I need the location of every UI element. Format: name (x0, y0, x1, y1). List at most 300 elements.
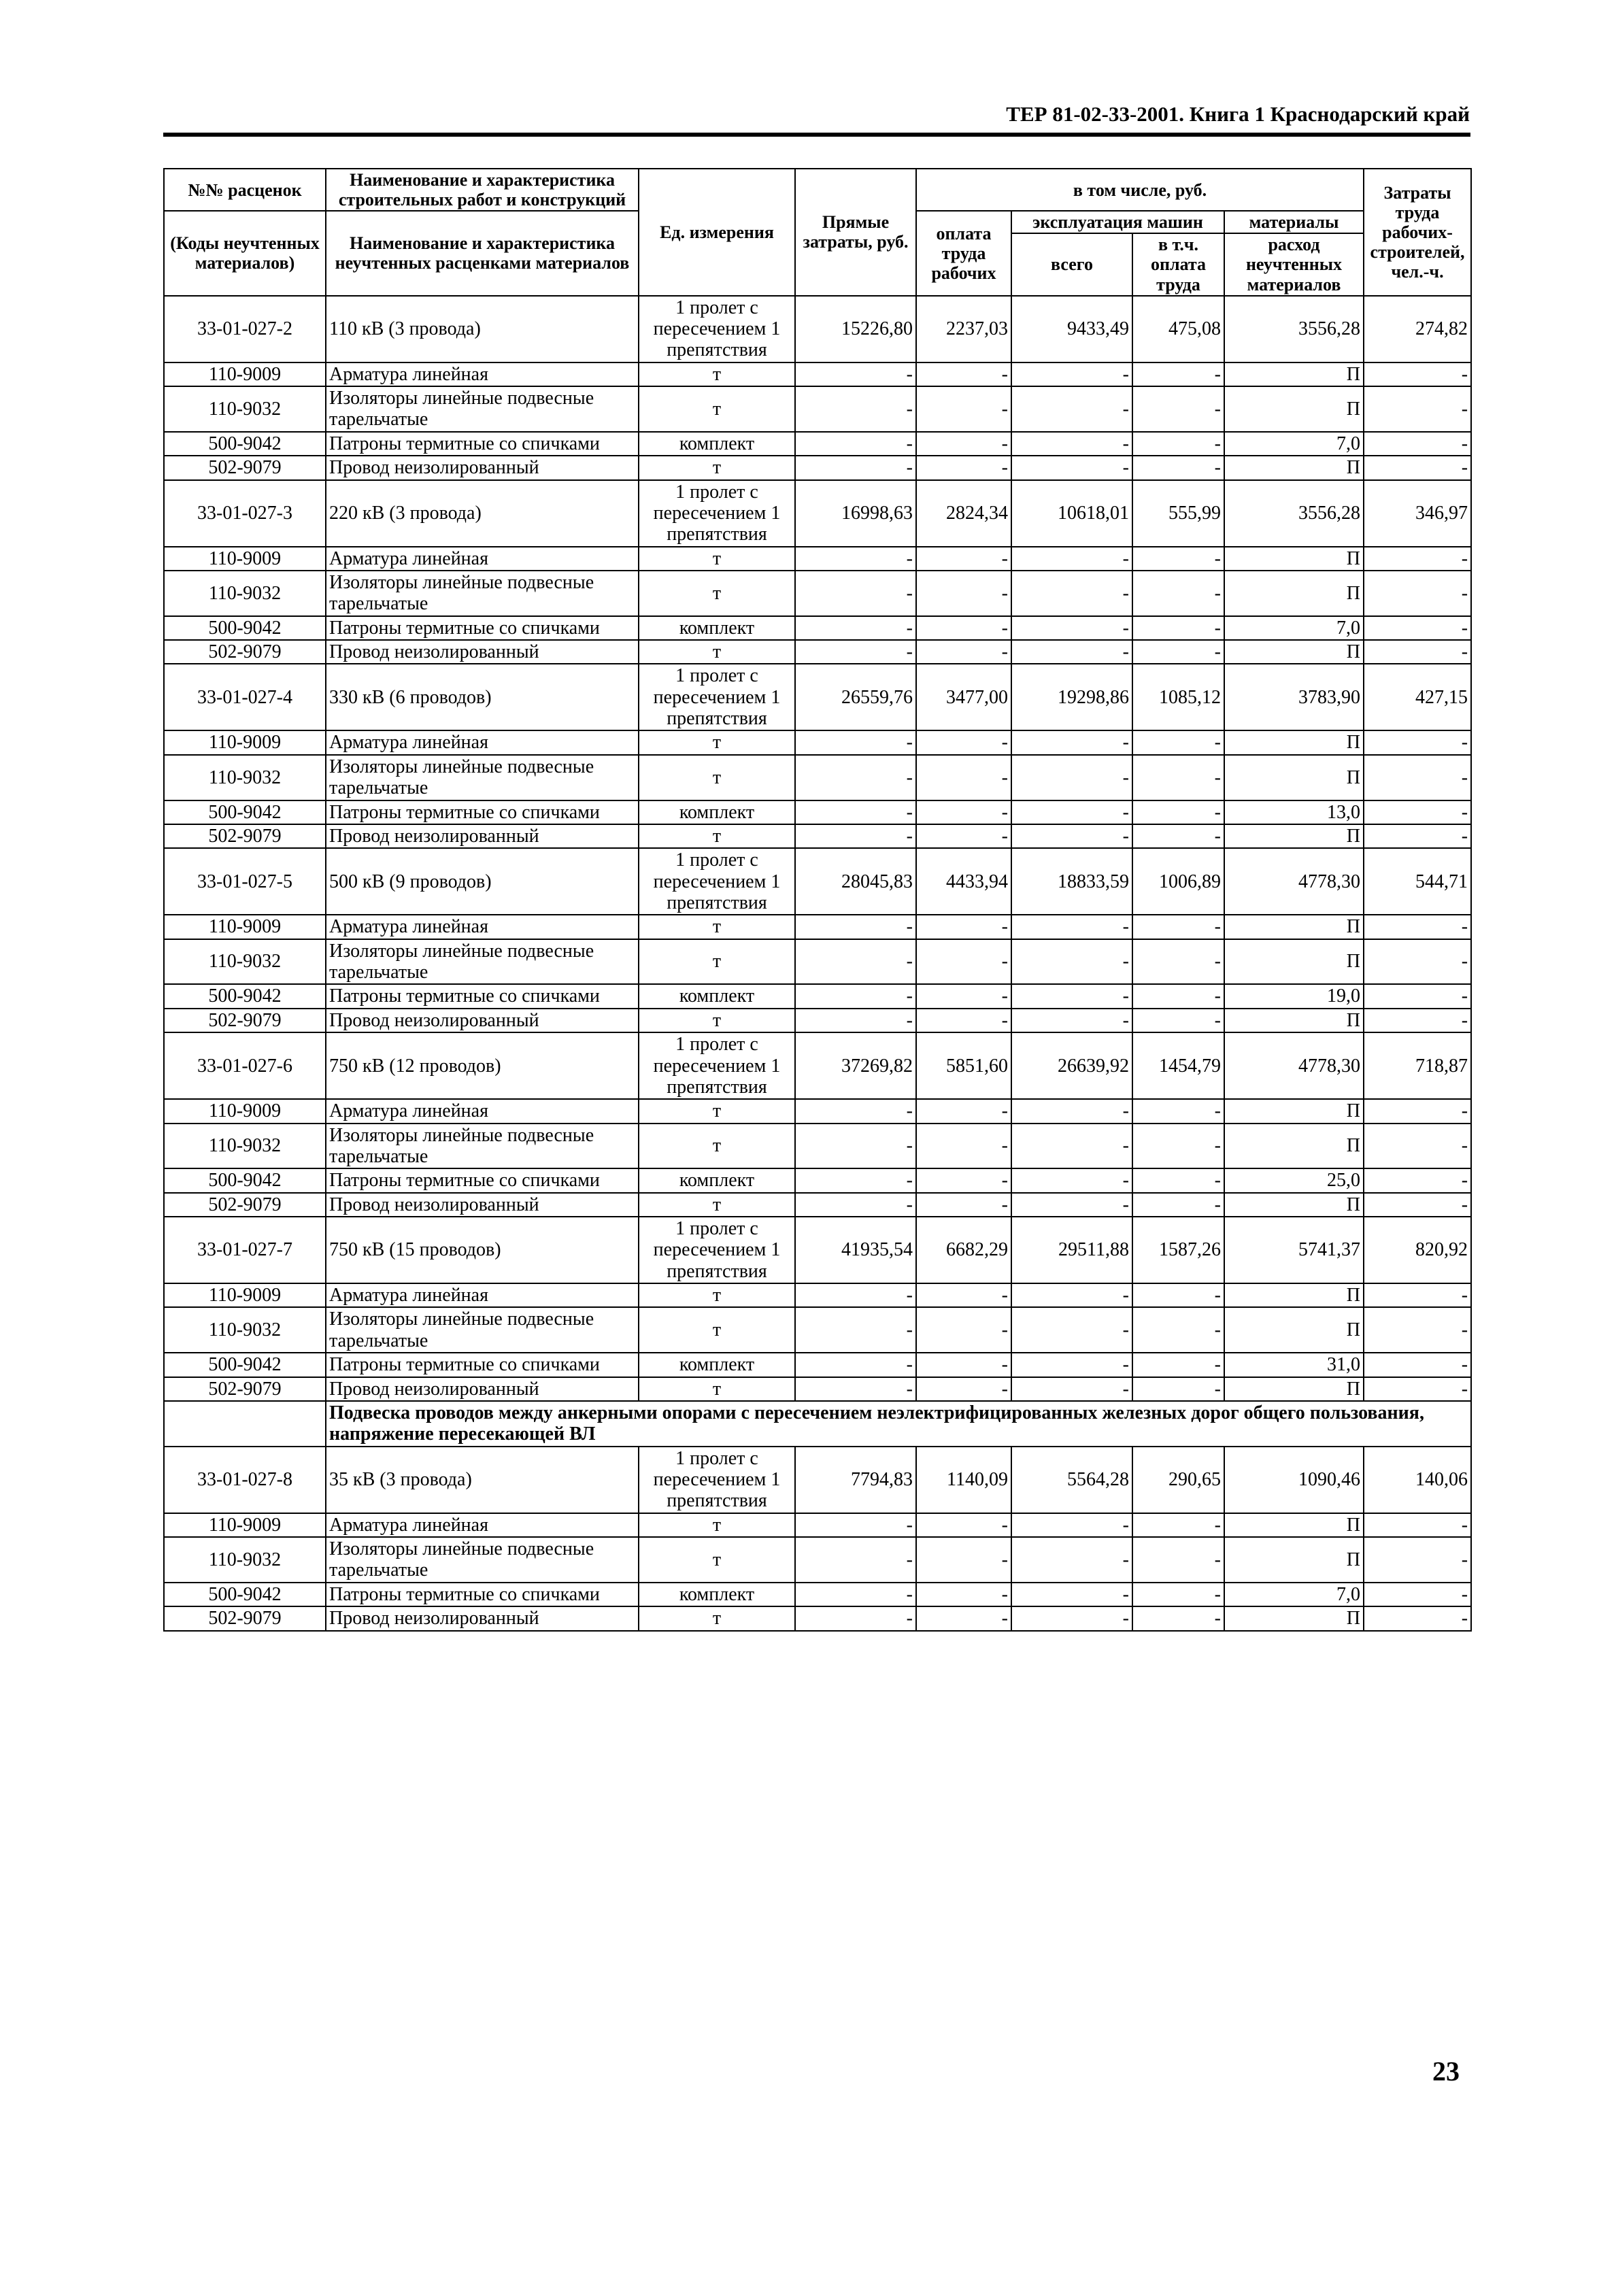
dash-cell: - (1132, 824, 1224, 848)
dash-cell: - (1011, 362, 1132, 386)
dash-cell: - (916, 1124, 1011, 1169)
material-name: Патроны термитные со спичками (326, 984, 639, 1008)
material-code: 110-9032 (164, 1307, 326, 1353)
dash-cell: - (1011, 1513, 1132, 1537)
dash-cell: - (1132, 1513, 1224, 1537)
material-consumption: П (1224, 1193, 1364, 1217)
rate-row (164, 1217, 1471, 1283)
rate-code: 33-01-027-4 (164, 664, 326, 730)
rate-name: 750 кВ (15 проводов) (326, 1217, 639, 1283)
rate-unit: 1 пролет с пересечением 1 препятствия (639, 1032, 795, 1099)
dash-cell: - (1132, 984, 1224, 1008)
material-consumption: П (1224, 1377, 1364, 1401)
material-code: 500-9042 (164, 1168, 326, 1192)
dash-cell: - (795, 984, 916, 1008)
rate-code: 33-01-027-5 (164, 848, 326, 915)
dash-cell: - (1011, 755, 1132, 800)
material-row (164, 1513, 1471, 1537)
material-code: 500-9042 (164, 432, 326, 456)
material-consumption: П (1224, 456, 1364, 479)
dash-cell: - (1011, 800, 1132, 824)
material-row (164, 1537, 1471, 1583)
material-consumption: П (1224, 1009, 1364, 1032)
dash-cell: - (916, 939, 1011, 985)
dash-cell: - (1011, 730, 1132, 754)
dash-cell: - (795, 755, 916, 800)
material-row (164, 616, 1471, 640)
dash-cell: - (1132, 1168, 1224, 1192)
material-unit: т (639, 640, 795, 664)
dash-cell: - (1364, 362, 1471, 386)
dash-cell: - (1364, 1009, 1471, 1032)
dash-cell: - (1132, 1124, 1224, 1169)
dash-cell: - (916, 1168, 1011, 1192)
rate-machine-labor: 1454,79 (1132, 1032, 1224, 1099)
dash-cell: - (1011, 571, 1132, 616)
material-consumption: П (1224, 1606, 1364, 1630)
rate-machine-total: 5564,28 (1011, 1447, 1132, 1513)
material-row (164, 1099, 1471, 1123)
material-name: Арматура линейная (326, 730, 639, 754)
material-code: 110-9009 (164, 1099, 326, 1123)
header-rule (163, 133, 1470, 137)
material-code: 502-9079 (164, 1606, 326, 1630)
material-name: Изоляторы линейные подвесные тарельчатые (326, 1307, 639, 1353)
material-name: Провод неизолированный (326, 1606, 639, 1630)
dash-cell: - (795, 939, 916, 985)
dash-cell: - (795, 1513, 916, 1537)
dash-cell: - (795, 547, 916, 571)
dash-cell: - (1132, 1583, 1224, 1606)
dash-cell: - (1364, 755, 1471, 800)
material-code: 110-9032 (164, 386, 326, 432)
dash-cell: - (916, 432, 1011, 456)
header-machine-labor: в т.ч. оплата труда (1132, 233, 1224, 295)
material-name: Провод неизолированный (326, 1009, 639, 1032)
rate-labor-hours: 274,82 (1364, 296, 1471, 362)
table-body (164, 296, 1471, 1401)
material-code: 110-9009 (164, 1513, 326, 1537)
rate-unit: 1 пролет с пересечением 1 препятствия (639, 296, 795, 362)
dash-cell: - (1132, 386, 1224, 432)
material-unit: т (639, 824, 795, 848)
dash-cell: - (1011, 1377, 1132, 1401)
dash-cell: - (916, 362, 1011, 386)
rate-unit: 1 пролет с пересечением 1 препятствия (639, 1217, 795, 1283)
dash-cell: - (1011, 824, 1132, 848)
material-name: Провод неизолированный (326, 1193, 639, 1217)
material-row (164, 1353, 1471, 1377)
dash-cell: - (795, 571, 916, 616)
header-code: №№ расценок (164, 169, 326, 211)
rate-machine-total: 29511,88 (1011, 1217, 1132, 1283)
dash-cell: - (916, 1583, 1011, 1606)
material-code: 110-9032 (164, 939, 326, 985)
material-unit: т (639, 1377, 795, 1401)
rate-row (164, 848, 1471, 915)
dash-cell: - (916, 571, 1011, 616)
dash-cell: - (1011, 1307, 1132, 1353)
material-name: Патроны термитные со спичками (326, 800, 639, 824)
dash-cell: - (1011, 1168, 1132, 1192)
rate-machine-total: 26639,92 (1011, 1032, 1132, 1099)
material-code: 110-9009 (164, 915, 326, 939)
rate-labor-pay: 1140,09 (916, 1447, 1011, 1513)
material-name: Арматура линейная (326, 1513, 639, 1537)
rate-machine-total: 18833,59 (1011, 848, 1132, 915)
material-row (164, 456, 1471, 479)
material-row (164, 1009, 1471, 1032)
dash-cell: - (1364, 984, 1471, 1008)
dash-cell: - (1364, 1283, 1471, 1307)
dash-cell: - (916, 547, 1011, 571)
material-name: Изоляторы линейные подвесные тарельчатые (326, 386, 639, 432)
dash-cell: - (1364, 824, 1471, 848)
material-unit: комплект (639, 800, 795, 824)
material-consumption: 7,0 (1224, 1583, 1364, 1606)
dash-cell: - (1364, 1377, 1471, 1401)
dash-cell: - (1132, 1307, 1224, 1353)
rate-labor-hours: 427,15 (1364, 664, 1471, 730)
dash-cell: - (1132, 915, 1224, 939)
dash-cell: - (1364, 1168, 1471, 1192)
rate-name: 500 кВ (9 проводов) (326, 848, 639, 915)
rate-machine-labor: 1085,12 (1132, 664, 1224, 730)
dash-cell: - (1132, 456, 1224, 479)
material-unit: т (639, 386, 795, 432)
material-name: Изоляторы линейные подвесные тарельчатые (326, 1124, 639, 1169)
rate-materials: 1090,46 (1224, 1447, 1364, 1513)
dash-cell: - (1364, 1583, 1471, 1606)
material-unit: т (639, 1537, 795, 1583)
material-row (164, 984, 1471, 1008)
rate-labor-hours: 718,87 (1364, 1032, 1471, 1099)
material-row (164, 1168, 1471, 1192)
section-row (164, 1401, 1471, 1447)
rate-materials: 3556,28 (1224, 296, 1364, 362)
material-row (164, 824, 1471, 848)
header-name-sub: Наименование и характеристика неучтенных расценками материалов (326, 211, 639, 295)
dash-cell: - (916, 984, 1011, 1008)
dash-cell: - (916, 1099, 1011, 1123)
material-consumption: П (1224, 730, 1364, 754)
dash-cell: - (1132, 547, 1224, 571)
dash-cell: - (1364, 616, 1471, 640)
material-consumption: 7,0 (1224, 616, 1364, 640)
rate-machine-labor: 290,65 (1132, 1447, 1224, 1513)
dash-cell: - (916, 1009, 1011, 1032)
material-consumption: 7,0 (1224, 432, 1364, 456)
rate-labor-pay: 2237,03 (916, 296, 1011, 362)
dash-cell: - (916, 824, 1011, 848)
header-labor: Затраты труда рабочих-строителей, чел.-ч. (1364, 169, 1471, 296)
rate-materials: 3783,90 (1224, 664, 1364, 730)
dash-cell: - (795, 640, 916, 664)
material-row (164, 640, 1471, 664)
dash-cell: - (916, 1307, 1011, 1353)
material-row (164, 755, 1471, 800)
dash-cell: - (1011, 456, 1132, 479)
material-code: 500-9042 (164, 984, 326, 1008)
material-unit: т (639, 1606, 795, 1630)
material-unit: т (639, 362, 795, 386)
dash-cell: - (1364, 571, 1471, 616)
dash-cell: - (1132, 362, 1224, 386)
dash-cell: - (1364, 456, 1471, 479)
dash-cell: - (1011, 1353, 1132, 1377)
dash-cell: - (1011, 1583, 1132, 1606)
material-code: 110-9009 (164, 547, 326, 571)
rate-materials: 5741,37 (1224, 1217, 1364, 1283)
material-code: 110-9032 (164, 1124, 326, 1169)
dash-cell: - (1011, 1193, 1132, 1217)
dash-cell: - (1132, 755, 1224, 800)
dash-cell: - (795, 386, 916, 432)
material-code: 110-9032 (164, 755, 326, 800)
dash-cell: - (1011, 432, 1132, 456)
dash-cell: - (795, 1353, 916, 1377)
dash-cell: - (1132, 1537, 1224, 1583)
material-name: Провод неизолированный (326, 824, 639, 848)
dash-cell: - (1364, 640, 1471, 664)
rate-materials: 4778,30 (1224, 848, 1364, 915)
material-consumption: П (1224, 362, 1364, 386)
dash-cell: - (795, 1537, 916, 1583)
material-name: Арматура линейная (326, 547, 639, 571)
header-name: Наименование и характеристика строительных работ и конструкций (326, 169, 639, 211)
dash-cell: - (916, 1283, 1011, 1307)
material-unit: т (639, 1513, 795, 1537)
material-unit: т (639, 915, 795, 939)
rate-row (164, 1032, 1471, 1099)
header-machine-total: всего (1011, 233, 1132, 295)
dash-cell: - (1364, 1124, 1471, 1169)
material-unit: т (639, 547, 795, 571)
material-unit: т (639, 1193, 795, 1217)
material-row (164, 1193, 1471, 1217)
material-row (164, 1283, 1471, 1307)
price-table (163, 168, 1472, 1632)
material-unit: т (639, 730, 795, 754)
rate-code: 33-01-027-2 (164, 296, 326, 362)
dash-cell: - (795, 800, 916, 824)
dash-cell: - (1364, 1307, 1471, 1353)
dash-cell: - (1011, 1606, 1132, 1630)
material-name: Изоляторы линейные подвесные тарельчатые (326, 571, 639, 616)
material-code: 500-9042 (164, 1353, 326, 1377)
rate-direct-cost: 28045,83 (795, 848, 916, 915)
dash-cell: - (795, 1583, 916, 1606)
dash-cell: - (1132, 1283, 1224, 1307)
header-labor-pay: оплата труда рабочих (916, 211, 1011, 295)
rate-unit: 1 пролет с пересечением 1 препятствия (639, 1447, 795, 1513)
material-row (164, 730, 1471, 754)
material-row (164, 1606, 1471, 1630)
dash-cell: - (795, 730, 916, 754)
material-name: Изоляторы линейные подвесные тарельчатые (326, 939, 639, 985)
rate-direct-cost: 16998,63 (795, 480, 916, 547)
rate-name: 35 кВ (3 провода) (326, 1447, 639, 1513)
material-name: Арматура линейная (326, 915, 639, 939)
material-row (164, 432, 1471, 456)
rate-code: 33-01-027-8 (164, 1447, 326, 1513)
dash-cell: - (795, 1377, 916, 1401)
dash-cell: - (916, 1606, 1011, 1630)
material-consumption: П (1224, 915, 1364, 939)
material-code: 110-9009 (164, 362, 326, 386)
rate-labor-hours: 140,06 (1364, 1447, 1471, 1513)
section-title: Подвеска проводов между анкерными опорами с пересечением неэлектрифицированных железных дорог общего пользования, напряжение пересекающей ВЛ (326, 1401, 1471, 1447)
dash-cell: - (916, 1513, 1011, 1537)
dash-cell: - (916, 915, 1011, 939)
header-code-sub: (Коды неучтенных материалов) (164, 211, 326, 295)
material-unit: комплект (639, 984, 795, 1008)
dash-cell: - (1364, 386, 1471, 432)
material-row (164, 800, 1471, 824)
material-name: Провод неизолированный (326, 640, 639, 664)
material-unit: т (639, 1124, 795, 1169)
rate-machine-total: 19298,86 (1011, 664, 1132, 730)
rate-direct-cost: 15226,80 (795, 296, 916, 362)
rate-machine-labor: 1587,26 (1132, 1217, 1224, 1283)
material-name: Патроны термитные со спичками (326, 1353, 639, 1377)
material-name: Изоляторы линейные подвесные тарельчатые (326, 755, 639, 800)
rate-row (164, 1447, 1471, 1513)
dash-cell: - (1011, 1124, 1132, 1169)
material-code: 502-9079 (164, 1193, 326, 1217)
dash-cell: - (1011, 616, 1132, 640)
material-unit: комплект (639, 1353, 795, 1377)
dash-cell: - (916, 1353, 1011, 1377)
rate-unit: 1 пролет с пересечением 1 препятствия (639, 848, 795, 915)
running-header: ТЕР 81-02-33-2001. Книга 1 Краснодарский край (1006, 102, 1470, 126)
dash-cell: - (916, 456, 1011, 479)
dash-cell: - (1132, 432, 1224, 456)
dash-cell: - (1132, 1353, 1224, 1377)
dash-cell: - (916, 730, 1011, 754)
material-row (164, 362, 1471, 386)
dash-cell: - (1011, 915, 1132, 939)
rate-row (164, 296, 1471, 362)
material-unit: комплект (639, 1583, 795, 1606)
material-name: Патроны термитные со спичками (326, 432, 639, 456)
dash-cell: - (795, 1168, 916, 1192)
dash-cell: - (795, 616, 916, 640)
material-consumption: П (1224, 824, 1364, 848)
section-empty-cell (164, 1401, 326, 1447)
material-code: 110-9032 (164, 1537, 326, 1583)
material-name: Провод неизолированный (326, 456, 639, 479)
material-name: Изоляторы линейные подвесные тарельчатые (326, 1537, 639, 1583)
material-consumption: П (1224, 755, 1364, 800)
material-row (164, 386, 1471, 432)
dash-cell: - (1364, 432, 1471, 456)
material-unit: т (639, 1009, 795, 1032)
dash-cell: - (916, 616, 1011, 640)
rate-name: 220 кВ (3 провода) (326, 480, 639, 547)
material-unit: т (639, 571, 795, 616)
dash-cell: - (1364, 1537, 1471, 1583)
rate-code: 33-01-027-7 (164, 1217, 326, 1283)
dash-cell: - (1364, 730, 1471, 754)
dash-cell: - (1364, 939, 1471, 985)
dash-cell: - (1132, 1099, 1224, 1123)
material-code: 110-9009 (164, 730, 326, 754)
rate-machine-labor: 1006,89 (1132, 848, 1224, 915)
material-consumption: 19,0 (1224, 984, 1364, 1008)
rate-name: 330 кВ (6 проводов) (326, 664, 639, 730)
material-consumption: П (1224, 1283, 1364, 1307)
material-unit: т (639, 939, 795, 985)
material-consumption: П (1224, 547, 1364, 571)
rate-labor-hours: 544,71 (1364, 848, 1471, 915)
dash-cell: - (916, 386, 1011, 432)
dash-cell: - (1132, 571, 1224, 616)
rate-unit: 1 пролет с пересечением 1 препятствия (639, 664, 795, 730)
material-unit: комплект (639, 616, 795, 640)
dash-cell: - (916, 800, 1011, 824)
material-name: Патроны термитные со спичками (326, 616, 639, 640)
material-consumption: П (1224, 1537, 1364, 1583)
dash-cell: - (1011, 1009, 1132, 1032)
dash-cell: - (916, 1537, 1011, 1583)
rate-name: 750 кВ (12 проводов) (326, 1032, 639, 1099)
material-unit: т (639, 1307, 795, 1353)
dash-cell: - (795, 1099, 916, 1123)
header-direct: Прямые затраты, руб. (795, 169, 916, 296)
material-consumption: П (1224, 571, 1364, 616)
material-consumption: 31,0 (1224, 1353, 1364, 1377)
material-row (164, 1307, 1471, 1353)
rate-unit: 1 пролет с пересечением 1 препятствия (639, 480, 795, 547)
dash-cell: - (1364, 1099, 1471, 1123)
dash-cell: - (1011, 1283, 1132, 1307)
dash-cell: - (1132, 1606, 1224, 1630)
rate-materials: 3556,28 (1224, 480, 1364, 547)
rate-labor-pay: 5851,60 (916, 1032, 1011, 1099)
material-name: Патроны термитные со спичками (326, 1583, 639, 1606)
dash-cell: - (1364, 1606, 1471, 1630)
material-row (164, 547, 1471, 571)
rate-direct-cost: 41935,54 (795, 1217, 916, 1283)
material-code: 500-9042 (164, 616, 326, 640)
material-code: 110-9009 (164, 1283, 326, 1307)
dash-cell: - (1364, 1193, 1471, 1217)
dash-cell: - (1011, 1537, 1132, 1583)
dash-cell: - (1132, 1009, 1224, 1032)
dash-cell: - (1364, 1353, 1471, 1377)
rate-labor-pay: 4433,94 (916, 848, 1011, 915)
dash-cell: - (1011, 984, 1132, 1008)
dash-cell: - (916, 1193, 1011, 1217)
material-name: Провод неизолированный (326, 1377, 639, 1401)
material-row (164, 915, 1471, 939)
dash-cell: - (795, 1124, 916, 1169)
material-row (164, 571, 1471, 616)
dash-cell: - (916, 755, 1011, 800)
rate-name: 110 кВ (3 провода) (326, 296, 639, 362)
rate-direct-cost: 26559,76 (795, 664, 916, 730)
rate-materials: 4778,30 (1224, 1032, 1364, 1099)
header-materials-sub: расход неучтенных материалов (1224, 233, 1364, 295)
material-code: 502-9079 (164, 640, 326, 664)
material-consumption: П (1224, 1513, 1364, 1537)
dash-cell: - (795, 1193, 916, 1217)
dash-cell: - (1011, 547, 1132, 571)
material-code: 502-9079 (164, 824, 326, 848)
material-consumption: П (1224, 1124, 1364, 1169)
material-unit: т (639, 755, 795, 800)
